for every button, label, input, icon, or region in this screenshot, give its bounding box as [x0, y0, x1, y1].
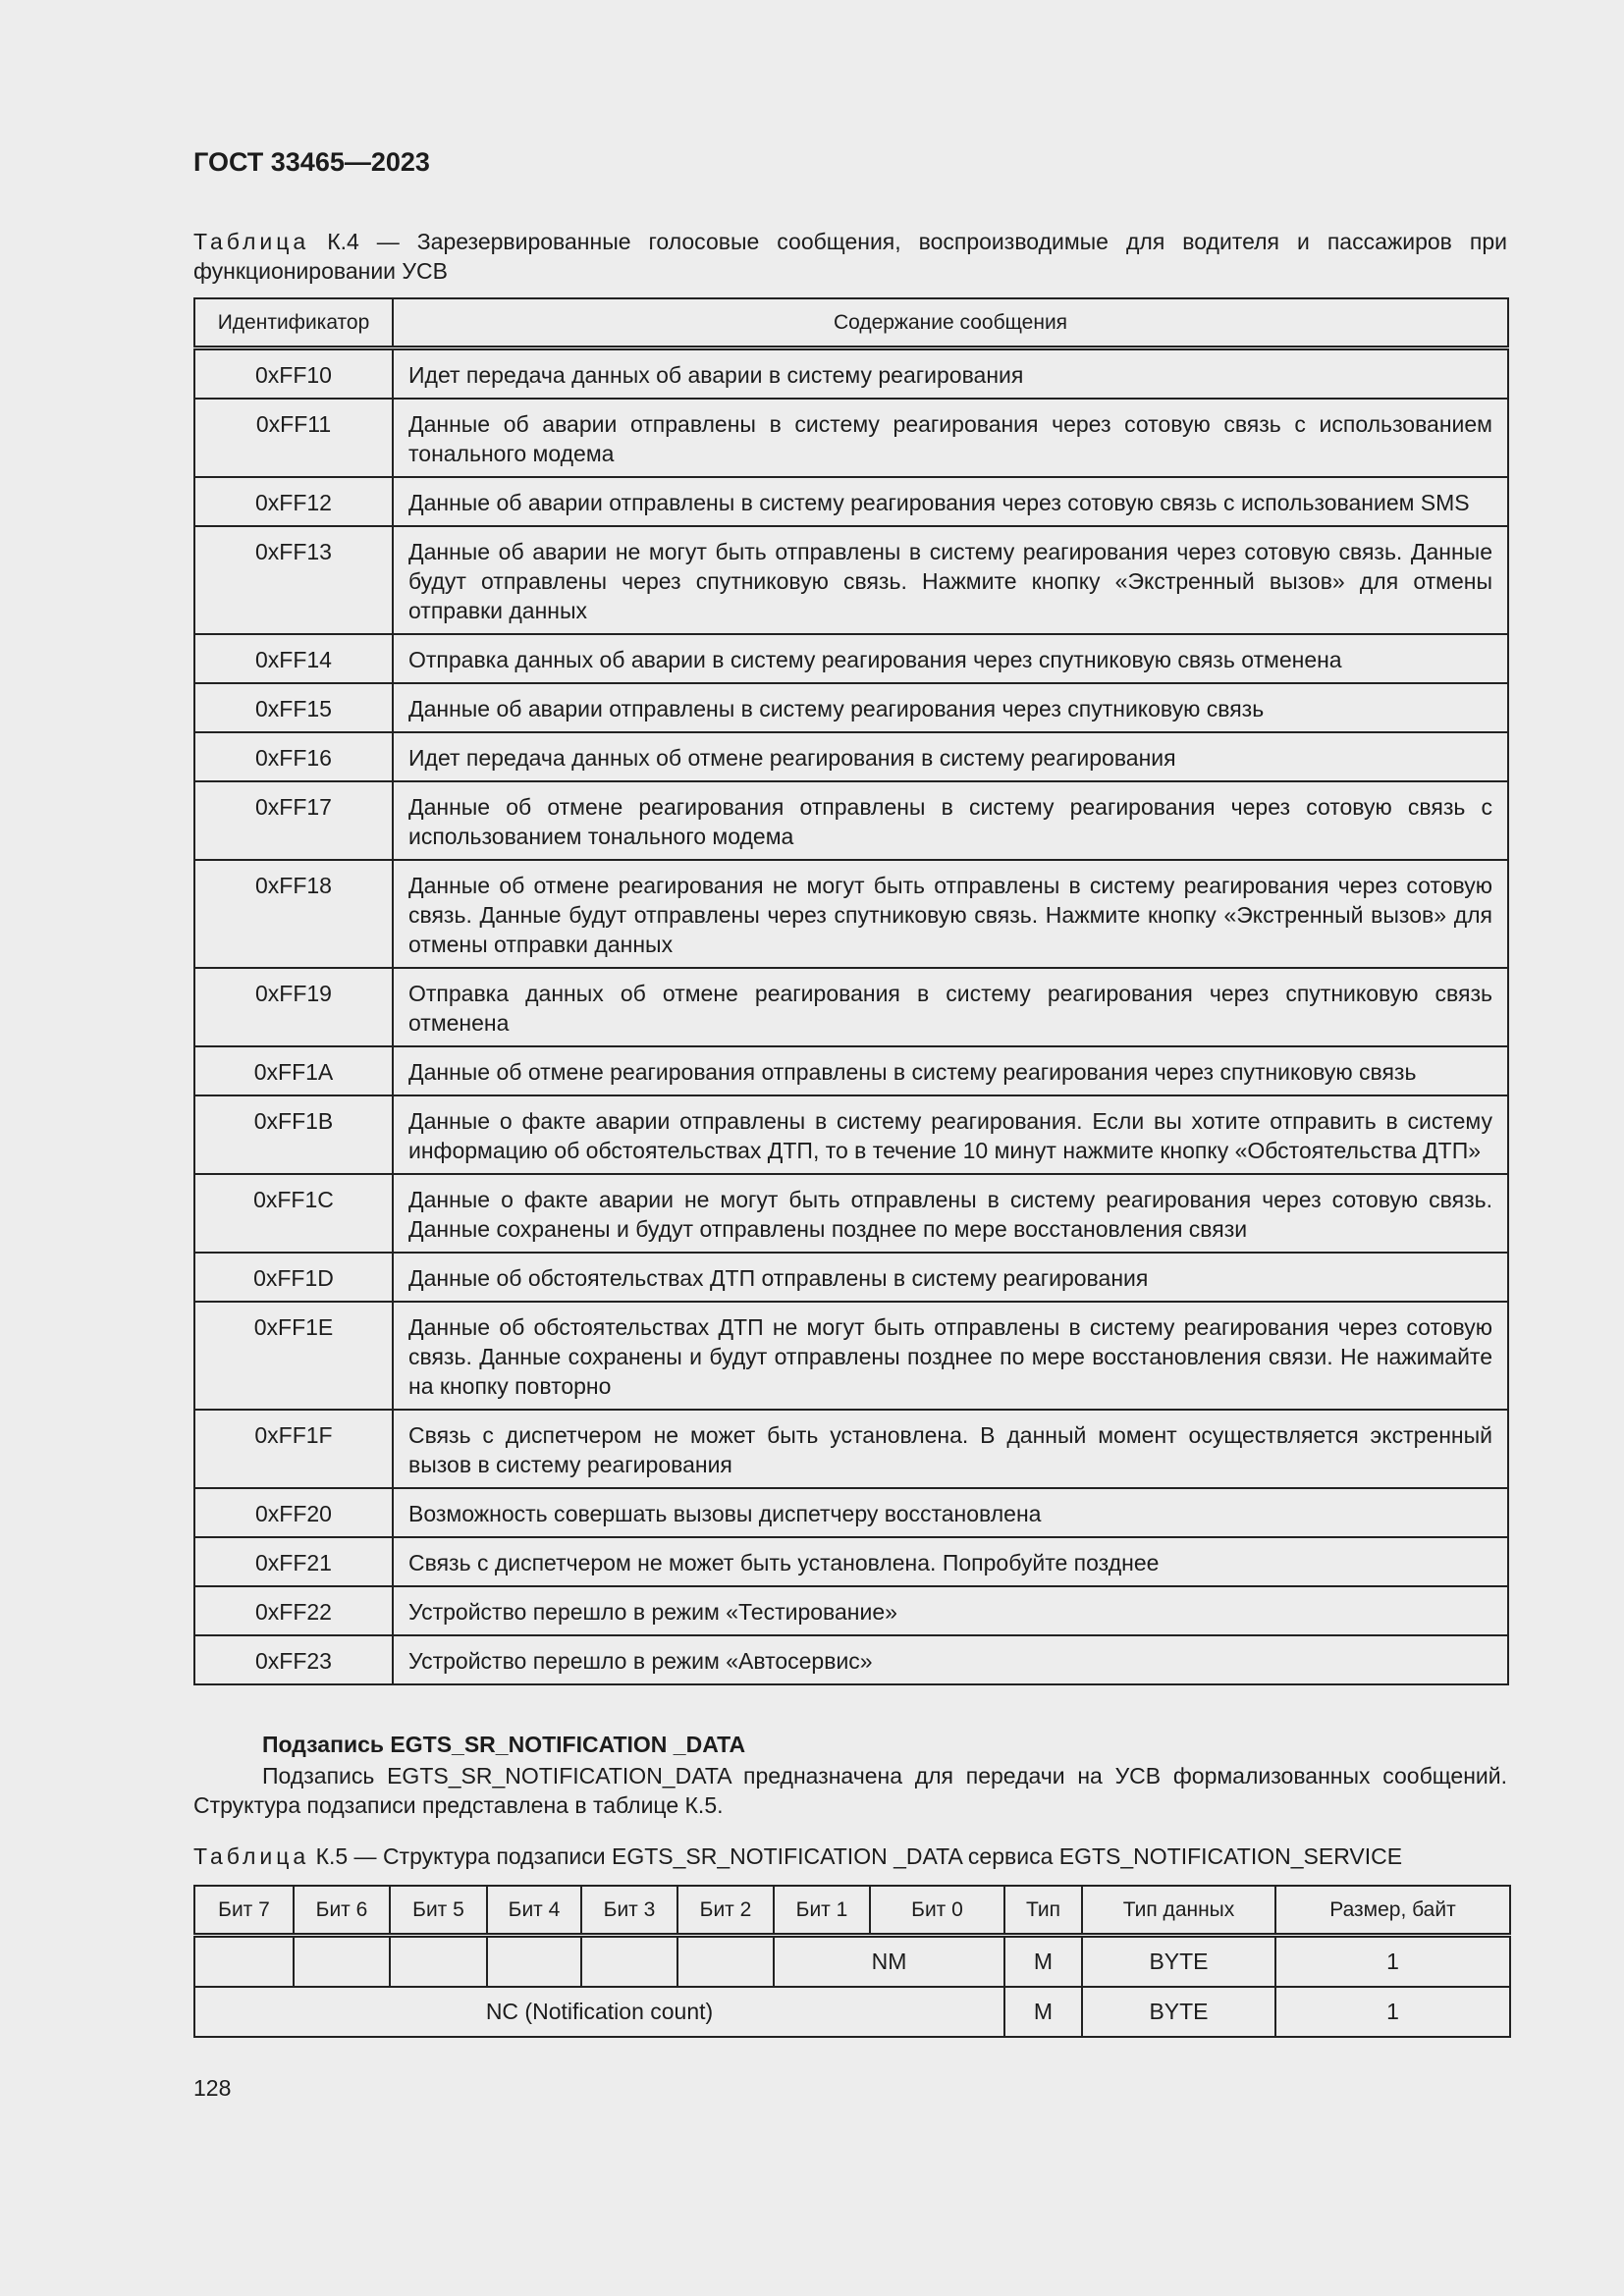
table-row — [194, 1253, 1508, 1302]
col-header-bit4: Бит 4 — [487, 1886, 581, 1936]
message-id: 0xFF17 — [194, 781, 393, 860]
message-text: Данные об отмене реагирования не могут быть отправлены в систему реагирования через сотовую связь. Данные будут отправлены через спутниковую связь. Нажмите кнопку «Экстренный вызов» для отмены отправки данных — [393, 860, 1508, 968]
message-id: 0xFF19 — [194, 968, 393, 1046]
table-row — [194, 477, 1508, 526]
table5-caption — [193, 1842, 1507, 1871]
message-id: 0xFF18 — [194, 860, 393, 968]
table4-caption — [193, 227, 1507, 286]
table-row — [194, 526, 1508, 634]
message-text: Данные о факте аварии отправлены в систему реагирования. Если вы хотите отправить в систему информацию об обстоятельствах ДТП, то в течение 10 минут нажмите кнопку «Обстоятельства ДТП» — [393, 1095, 1508, 1174]
message-text: Данные о факте аварии не могут быть отправлены в систему реагирования через сотовую связь. Данные сохранены и будут отправлены позднее по мере восстановления связи — [393, 1174, 1508, 1253]
message-id: 0xFF23 — [194, 1635, 393, 1684]
col-header-bit5: Бит 5 — [390, 1886, 487, 1936]
empty-cell — [390, 1936, 487, 1988]
field-type: M — [1004, 1936, 1082, 1988]
empty-cell — [677, 1936, 774, 1988]
field-data-type: BYTE — [1082, 1987, 1275, 2037]
table-row — [194, 1488, 1508, 1537]
message-id: 0xFF10 — [194, 348, 393, 400]
table-row — [194, 1987, 1510, 2037]
message-text: Данные об аварии отправлены в систему реагирования через сотовую связь с использованием тонального модема — [393, 399, 1508, 477]
page-number: 128 — [193, 2075, 232, 2101]
col-header-bit2: Бит 2 — [677, 1886, 774, 1936]
table-row — [194, 968, 1508, 1046]
table-row — [194, 1095, 1508, 1174]
message-text: Идет передача данных об отмене реагирования в систему реагирования — [393, 732, 1508, 781]
message-id: 0xFF22 — [194, 1586, 393, 1635]
table-k5 — [193, 1885, 1511, 2038]
table-row — [194, 1302, 1508, 1410]
message-id: 0xFF11 — [194, 399, 393, 477]
message-text: Данные об аварии отправлены в систему реагирования через сотовую связь с использованием SMS — [393, 477, 1508, 526]
message-text: Отправка данных об отмене реагирования в систему реагирования через спутниковую связь отменена — [393, 968, 1508, 1046]
table-row — [194, 399, 1508, 477]
table-row — [194, 1586, 1508, 1635]
field-size: 1 — [1275, 1936, 1510, 1988]
table5-caption-label: Таблица — [193, 1843, 310, 1869]
message-id: 0xFF21 — [194, 1537, 393, 1586]
message-text: Связь с диспетчером не может быть установлена. В данный момент осуществляется экстренный вызов в систему реагирования — [393, 1410, 1508, 1488]
message-id: 0xFF12 — [194, 477, 393, 526]
table-row — [194, 634, 1508, 683]
message-text: Устройство перешло в режим «Тестирование» — [393, 1586, 1508, 1635]
table-row — [194, 1537, 1508, 1586]
empty-cell — [581, 1936, 677, 1988]
field-data-type: BYTE — [1082, 1936, 1275, 1988]
message-text: Отправка данных об аварии в систему реагирования через спутниковую связь отменена — [393, 634, 1508, 683]
message-text: Устройство перешло в режим «Автосервис» — [393, 1635, 1508, 1684]
table-row — [194, 1635, 1508, 1684]
table-row — [194, 1410, 1508, 1488]
table-row — [194, 860, 1508, 968]
section-heading: Подзапись EGTS_SR_NOTIFICATION _DATA — [262, 1732, 746, 1757]
message-id: 0xFF1B — [194, 1095, 393, 1174]
message-text: Данные об отмене реагирования отправлены в систему реагирования через спутниковую связь — [393, 1046, 1508, 1095]
message-id: 0xFF20 — [194, 1488, 393, 1537]
field-nm: NM — [774, 1936, 1004, 1988]
col-header-data-type: Тип данных — [1082, 1886, 1275, 1936]
message-text: Данные об отмене реагирования отправлены в систему реагирования через сотовую связь с использованием тонального модема — [393, 781, 1508, 860]
message-text: Данные об аварии не могут быть отправлены в систему реагирования через сотовую связь. Данные будут отправлены через спутниковую связь. Нажмите кнопку «Экстренный вызов» для отмены отправки данных — [393, 526, 1508, 634]
table-k4 — [193, 297, 1509, 1685]
table5-caption-text: К.5 — Структура подзаписи EGTS_SR_NOTIFICATION _DATA сервиса EGTS_NOTIFICATION_SERVICE — [309, 1843, 1403, 1869]
message-id: 0xFF1A — [194, 1046, 393, 1095]
table-k4-body — [194, 348, 1508, 1685]
document-header: ГОСТ 33465—2023 — [193, 147, 430, 177]
field-size: 1 — [1275, 1987, 1510, 2037]
table-row — [194, 732, 1508, 781]
field-nc: NC (Notification count) — [194, 1987, 1004, 2037]
message-text: Идет передача данных об аварии в систему реагирования — [393, 348, 1508, 400]
col-header-type: Тип — [1004, 1886, 1082, 1936]
message-text: Связь с диспетчером не может быть установлена. Попробуйте позднее — [393, 1537, 1508, 1586]
empty-cell — [194, 1936, 294, 1988]
col-header-bit0: Бит 0 — [870, 1886, 1004, 1936]
message-id: 0xFF13 — [194, 526, 393, 634]
message-id: 0xFF14 — [194, 634, 393, 683]
col-header-identifier: Идентификатор — [194, 298, 393, 348]
message-text: Данные об аварии отправлены в систему реагирования через спутниковую связь — [393, 683, 1508, 732]
section-paragraph: Подзапись EGTS_SR_NOTIFICATION_DATA предназначена для передачи на УСВ формализованных сообщений. Структура подзаписи представлена в таблице К.5. — [193, 1763, 1507, 1818]
message-text: Возможность совершать вызовы диспетчеру восстановлена — [393, 1488, 1508, 1537]
message-id: 0xFF1C — [194, 1174, 393, 1253]
message-id: 0xFF1D — [194, 1253, 393, 1302]
table-row — [194, 348, 1508, 400]
message-id: 0xFF1E — [194, 1302, 393, 1410]
col-header-bit3: Бит 3 — [581, 1886, 677, 1936]
col-header-size: Размер, байт — [1275, 1886, 1510, 1936]
col-header-content: Содержание сообщения — [393, 298, 1508, 348]
empty-cell — [294, 1936, 390, 1988]
field-type: M — [1004, 1987, 1082, 2037]
empty-cell — [487, 1936, 581, 1988]
message-id: 0xFF1F — [194, 1410, 393, 1488]
col-header-bit6: Бит 6 — [294, 1886, 390, 1936]
table-row — [194, 1174, 1508, 1253]
col-header-bit1: Бит 1 — [774, 1886, 870, 1936]
message-id: 0xFF15 — [194, 683, 393, 732]
col-header-bit7: Бит 7 — [194, 1886, 294, 1936]
message-text: Данные об обстоятельствах ДТП не могут быть отправлены в систему реагирования через сотовую связь. Данные сохранены и будут отправлены позднее по мере восстановления связи. Не нажимайте на кнопку повторно — [393, 1302, 1508, 1410]
table-row — [194, 1936, 1510, 1988]
table4-caption-label: Таблица — [193, 229, 310, 254]
table-row — [194, 781, 1508, 860]
message-id: 0xFF16 — [194, 732, 393, 781]
table-row — [194, 683, 1508, 732]
table-row — [194, 1046, 1508, 1095]
message-text: Данные об обстоятельствах ДТП отправлены в систему реагирования — [393, 1253, 1508, 1302]
table4-caption-text: К.4 — Зарезервированные голосовые сообщения, воспроизводимые для водителя и пассажиров при функционировании УСВ — [193, 229, 1507, 284]
